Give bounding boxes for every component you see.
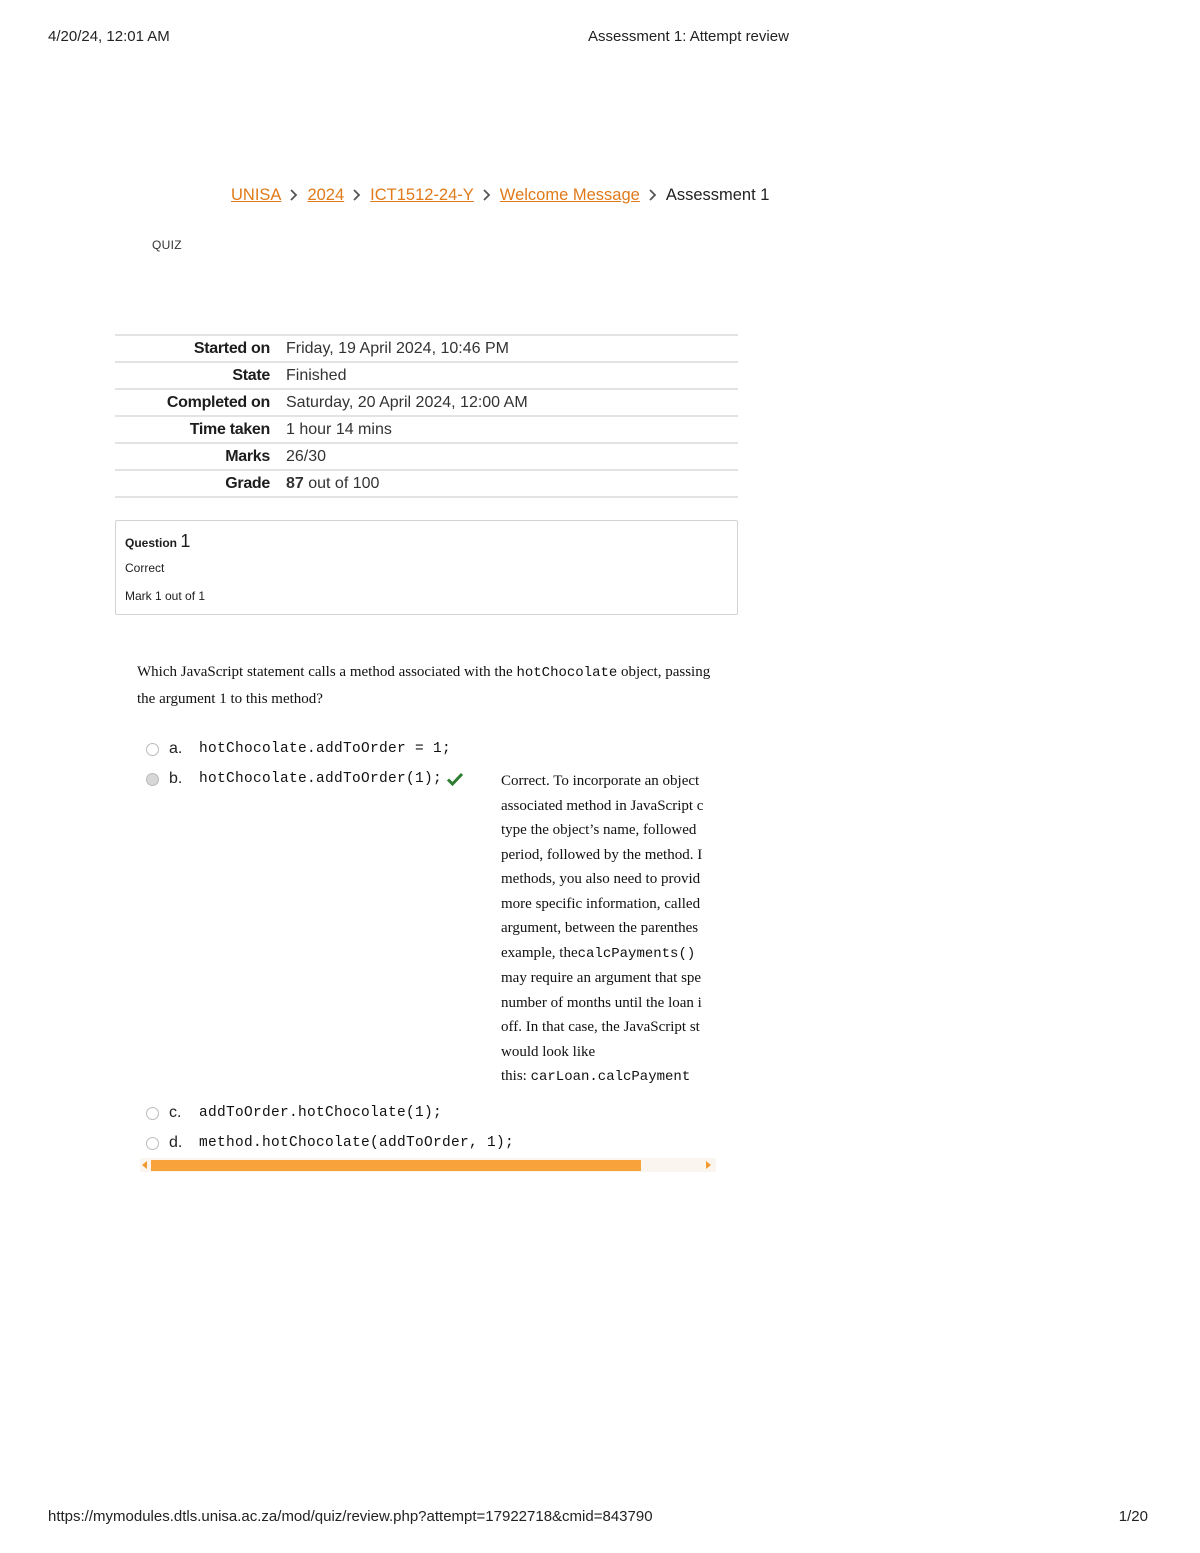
breadcrumb <box>231 186 769 205</box>
print-date: 4/20/24, 12:01 AM <box>48 28 170 45</box>
grade-score: 87 <box>286 474 304 492</box>
answer-option-b[interactable] <box>140 766 464 792</box>
breadcrumb-link-unisa[interactable]: UNISA <box>231 186 282 204</box>
summary-value: Saturday, 20 April 2024, 12:00 AM <box>286 389 738 416</box>
checkmark-icon <box>446 771 464 787</box>
question-info-box <box>115 520 738 615</box>
print-header <box>48 28 1148 48</box>
question-label: Question <box>125 536 178 550</box>
summary-label: Grade <box>115 470 286 497</box>
option-code: hotChocolate.addToOrder(1); <box>199 771 443 787</box>
summary-value: Finished <box>286 362 738 389</box>
question-text-part: object, passing the argument 1 to this method? <box>137 664 711 707</box>
feedback-line: period, followed by the method. I <box>501 846 703 863</box>
summary-row-completed <box>115 389 738 416</box>
question-mark: Mark 1 out of 1 <box>125 589 206 603</box>
option-code: hotChocolate.addToOrder = 1; <box>199 741 452 757</box>
option-letter: d. <box>169 1134 183 1151</box>
radio-button[interactable] <box>146 1107 159 1120</box>
feedback-line <box>501 941 716 967</box>
feedback-text: this: <box>501 1068 531 1084</box>
feedback-line: methods, you also need to provid <box>501 871 701 887</box>
feedback-line: argument, between the parenthes <box>501 920 699 936</box>
print-footer <box>48 1508 1148 1528</box>
question-text <box>137 659 717 712</box>
chevron-right-icon <box>281 186 307 205</box>
quiz-label: QUIZ <box>152 238 182 252</box>
option-code: addToOrder.hotChocolate(1); <box>199 1105 443 1121</box>
summary-label: Completed on <box>115 389 286 416</box>
feedback-line: type the object’s name, followed <box>501 822 697 838</box>
summary-label: Started on <box>115 335 286 362</box>
summary-label: Time taken <box>115 416 286 443</box>
summary-row-grade <box>115 470 738 497</box>
breadcrumb-link-year[interactable]: 2024 <box>307 186 345 204</box>
summary-label: State <box>115 362 286 389</box>
summary-row-marks <box>115 443 738 470</box>
grade-out-of: out of 100 <box>303 474 380 492</box>
print-url: https://mymodules.dtls.unisa.ac.za/mod/quiz/review.php?attempt=17922718&cmid=843790 <box>48 1508 653 1525</box>
option-code: method.hotChocolate(addToOrder, 1); <box>199 1135 515 1151</box>
summary-label: Marks <box>115 443 286 470</box>
breadcrumb-link-course[interactable]: ICT1512-24-Y <box>370 186 474 204</box>
answer-option-c[interactable] <box>140 1100 442 1126</box>
feedback-text: example, the <box>501 944 578 961</box>
summary-value: 26/30 <box>286 443 738 470</box>
summary-row-started <box>115 335 738 362</box>
radio-button[interactable] <box>146 743 159 756</box>
question-number-value: 1 <box>180 531 191 551</box>
summary-value <box>286 470 738 497</box>
question-text-code: hotChocolate <box>516 665 618 681</box>
feedback-line: would look like <box>501 1043 596 1060</box>
print-page-number: 1/20 <box>1118 1508 1148 1525</box>
question-number <box>125 531 190 552</box>
answer-feedback <box>501 769 716 1090</box>
summary-value: 1 hour 14 mins <box>286 416 738 443</box>
option-letter: c. <box>169 1104 182 1121</box>
horizontal-scrollbar[interactable] <box>140 1158 716 1172</box>
summary-row-state <box>115 362 738 389</box>
answer-option-a[interactable] <box>140 736 451 762</box>
option-letter: a. <box>169 740 183 757</box>
question-text-part: Which JavaScript statement calls a method associated with the <box>137 664 517 680</box>
radio-button[interactable] <box>146 1137 159 1150</box>
summary-row-time <box>115 416 738 443</box>
feedback-line: may require an argument that spe <box>501 970 702 986</box>
answer-option-d[interactable] <box>140 1130 514 1156</box>
feedback-code: calcPayments() <box>577 945 696 962</box>
feedback-line: off. In that case, the JavaScript st <box>501 1019 700 1035</box>
feedback-line: more specific information, called <box>501 895 701 912</box>
feedback-line: Correct. To incorporate an object <box>501 773 700 789</box>
feedback-line: associated method in JavaScript c <box>501 797 704 814</box>
attempt-summary-table <box>115 334 738 498</box>
feedback-line: number of months until the loan i <box>501 994 702 1011</box>
scroll-left-arrow-icon[interactable] <box>142 1161 147 1169</box>
breadcrumb-current: Assessment 1 <box>665 186 770 204</box>
feedback-code: carLoan.calcPayment <box>530 1069 691 1085</box>
summary-value: Friday, 19 April 2024, 10:46 PM <box>286 335 738 362</box>
chevron-right-icon <box>474 186 500 205</box>
chevron-right-icon <box>344 186 370 205</box>
breadcrumb-link-section[interactable]: Welcome Message <box>499 186 640 204</box>
scrollbar-thumb[interactable] <box>151 1160 641 1171</box>
print-title: Assessment 1: Attempt review <box>588 28 789 45</box>
question-state: Correct <box>125 561 165 575</box>
scroll-right-arrow-icon[interactable] <box>706 1161 711 1169</box>
answer-options <box>140 736 716 1178</box>
radio-button-selected[interactable] <box>146 773 159 786</box>
feedback-line <box>501 1064 716 1090</box>
chevron-right-icon <box>640 186 666 205</box>
option-letter: b. <box>169 770 183 787</box>
